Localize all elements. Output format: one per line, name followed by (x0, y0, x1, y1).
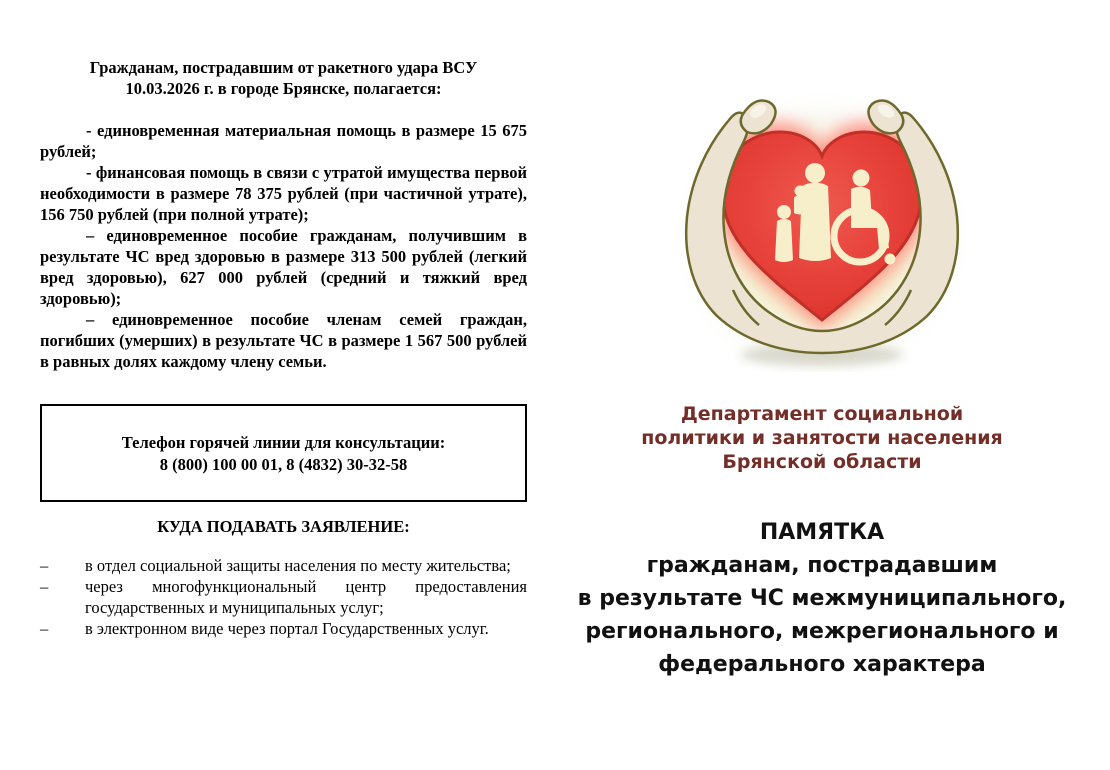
hotline-phone-numbers: 8 (800) 100 00 01, 8 (4832) 30-32-58 (159, 455, 408, 474)
apply-list (40, 555, 527, 639)
left-panel (40, 57, 527, 639)
wheelchair-caster (885, 254, 896, 265)
apply-heading: КУДА ПОДАВАТЬ ЗАЯВЛЕНИЕ: (157, 517, 410, 536)
memo-title-line5: федерального характера (658, 652, 986, 677)
department-name-line1: Департамент социальной (680, 403, 964, 425)
apply-item-text: в отдел социальной защиты населения по месту жительства; (85, 556, 511, 575)
list-item (40, 618, 527, 639)
baby-body (794, 196, 806, 215)
benefit-paragraph-health-harm: – единовременное пособие гражданам, получившим в результате ЧС вред здоровью в размере 313 500 рублей (легкий вред здоровью), 627 000 рублей (средний и тяжкий вред здоровью); (40, 226, 527, 308)
benefit-paragraphs (40, 120, 527, 372)
hands-holding-heart-logo (667, 62, 977, 372)
memo-title-line3: в результате ЧС межмуниципального, (577, 586, 1067, 611)
list-item (40, 555, 527, 576)
department-name (558, 402, 1086, 474)
memo-title (558, 516, 1086, 681)
benefit-paragraph-lump-sum: - единовременная материальная помощь в размере 15 675 рублей; (40, 121, 527, 161)
department-name-line3: Брянской области (722, 451, 922, 473)
dash-marker: – (40, 556, 49, 575)
right-panel (558, 58, 1086, 681)
department-name-line2: политики и занятости населения (641, 427, 1003, 449)
benefit-paragraph-family-members: – единовременное пособие членам семей граждан, погибших (умерших) в результате ЧС в размере 1 567 500 рублей в равных долях каждому члену семьи. (40, 310, 527, 371)
apply-item-text: через многофункциональный центр предоставления государственных и муниципальных услуг; (85, 577, 527, 617)
social-department-logo (667, 62, 977, 372)
list-item (40, 576, 527, 618)
hotline-label: Телефон горячей линии для консультации: (121, 433, 446, 452)
child-figure (775, 205, 793, 262)
memo-title-line4: регионального, межрегионального и (585, 619, 1059, 644)
hotline-box (40, 404, 527, 502)
document-title-line1: Гражданам, пострадавшим от ракетного удара ВСУ (89, 58, 478, 77)
dash-marker: – (40, 619, 49, 638)
document-title (40, 57, 527, 99)
apply-item-text: в электронном виде через портал Государственных услуг. (85, 619, 489, 638)
memo-title-line2: гражданам, пострадавшим (646, 553, 998, 578)
document-title-line2: 10.03.2026 г. в городе Брянске, полагается: (125, 79, 442, 98)
baby-figure (795, 186, 806, 197)
memo-title-line1: ПАМЯТКА (759, 520, 885, 545)
dash-marker: – (40, 577, 49, 596)
benefit-paragraph-property-loss: - финансовая помощь в связи с утратой имущества первой необходимости в размере 78 375 рублей (при частичной утрате), 156 750 рублей (при полной утрате); (40, 163, 527, 224)
